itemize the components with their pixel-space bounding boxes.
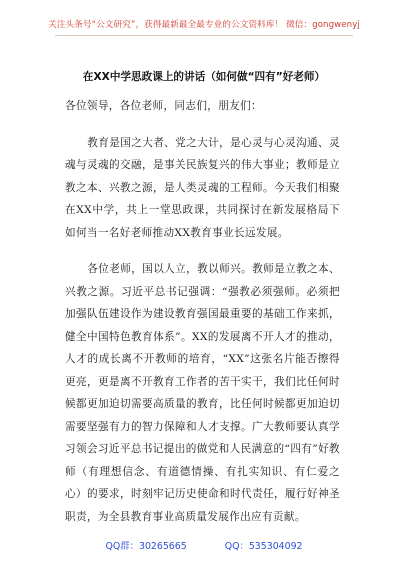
header-divider bbox=[55, 35, 353, 36]
document-title: 在XX中学思政课上的讲话（如何做“四有”好老师） bbox=[82, 71, 326, 83]
footer-qq-group: QQ群：30265665 bbox=[105, 541, 187, 552]
header-banner: 关注头条号“公文研究”，获得最新最全最专业的公文资料库！ 微信：gongwenyj bbox=[48, 20, 360, 30]
document-body bbox=[65, 95, 340, 542]
footer-qq: QQ：535304092 bbox=[224, 541, 303, 552]
paragraph-2: 各位老师，国以人立，教以师兴。教师是立教之本、兴教之源。习近平总书记强调：“强教必须强师。必须把加强队伍建设作为建设教育强国最重要的基础工作来抓，健全中国特色教育体系”。XX的发展离不开人才的推动，人才的成长离不开教师的培育，“XX”这张名片能否擦得更亮，更是离不开教育工作者的苦干实干，我们比任何时候都更加迫切需要高质量的教育，比任何时候都更加迫切需要坚强有力的智力保障和人才支撑。广大教师要认真学习领会习近平总书记提出的做党和人民满意的“四有”好教师（有理想信念、有道德情操、有扎实知识、有仁爱之心）的要求，时刻牢记历史使命和时代责任，履行好神圣职责，为全县教育事业高质量发展作出应有贡献。 bbox=[65, 263, 340, 523]
paragraph-1: 教育是国之大者、党之大计，是心灵与心灵沟通、灵魂与灵魂的交融，是事关民族复兴的伟大事业；教师是立教之本、兴教之源，是人类灵魂的工程师。今天我们相聚在XX中学，共上一堂思政课，共同探讨在新发展格局下如何当一名好老师推动XX教育事业长远发展。 bbox=[65, 136, 340, 239]
salutation: 各位领导，各位老师，同志们，朋友们： bbox=[65, 100, 262, 112]
footer-contact bbox=[0, 538, 408, 552]
